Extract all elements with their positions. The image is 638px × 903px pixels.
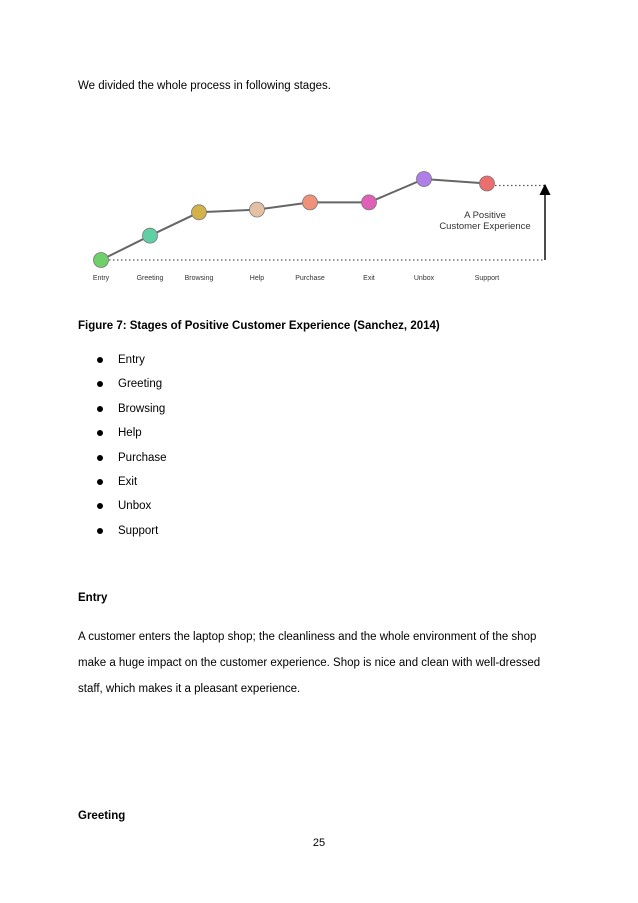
stage-point-support	[480, 176, 495, 191]
section-heading-greeting: Greeting	[78, 810, 126, 822]
list-item: Browsing	[97, 402, 167, 426]
x-tick-label: Unbox	[413, 275, 435, 282]
list-item: Unbox	[97, 499, 167, 523]
stages-chart	[85, 150, 565, 290]
x-tick-label: Greeting	[136, 275, 164, 282]
list-item: Purchase	[97, 451, 167, 475]
stage-point-exit	[362, 195, 377, 210]
list-item: Exit	[97, 475, 167, 499]
paragraph-line: staff, which makes it a pleasant experience.	[78, 683, 301, 695]
stage-point-help	[250, 202, 265, 217]
section-heading-entry: Entry	[78, 592, 108, 604]
annotation-text: A Positive	[464, 210, 506, 221]
figure-caption: Figure 7: Stages of Positive Customer Experience (Sanchez, 2014)	[78, 320, 440, 332]
annotation-text: Customer Experience	[439, 221, 531, 232]
stage-point-entry	[94, 253, 109, 268]
list-item: Help	[97, 426, 167, 450]
stage-list	[97, 353, 167, 548]
intro-text: We divided the whole process in following stages.	[78, 80, 331, 92]
stage-point-browsing	[192, 205, 207, 220]
x-tick-label: Browsing	[184, 275, 214, 282]
paragraph-line: A customer enters the laptop shop; the cleanliness and the whole environment of the shop	[78, 631, 537, 643]
x-tick-label: Purchase	[295, 275, 325, 282]
paragraph-line: make a huge impact on the customer experience. Shop is nice and clean with well-dressed	[78, 657, 541, 669]
x-tick-label: Exit	[363, 275, 375, 282]
list-item: Greeting	[97, 377, 167, 401]
page-number: 25	[312, 837, 326, 849]
stage-point-greeting	[143, 228, 158, 243]
list-item: Entry	[97, 353, 167, 377]
x-tick-label: Support	[474, 275, 500, 282]
x-tick-label: Entry	[92, 275, 110, 282]
series-line	[101, 179, 487, 260]
stage-point-purchase	[303, 195, 318, 210]
entry-paragraph	[78, 624, 560, 702]
list-item: Support	[97, 524, 167, 548]
x-tick-label: Help	[249, 275, 265, 282]
stage-point-unbox	[417, 172, 432, 187]
